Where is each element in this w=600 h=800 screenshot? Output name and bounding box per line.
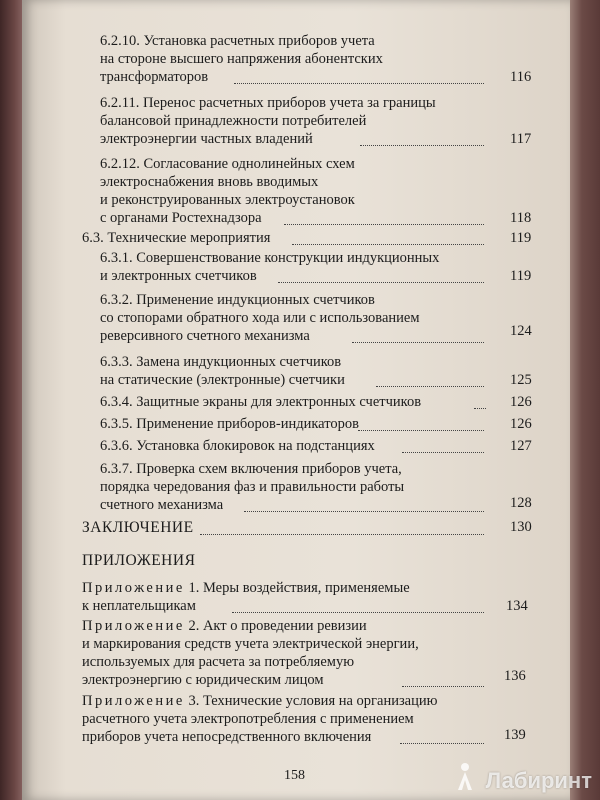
leader-dots (232, 612, 484, 613)
toc-line: порядка чередования фаз и правильности работы (100, 479, 405, 495)
toc-line: реверсивного счетного механизма (100, 328, 310, 344)
leader-dots (352, 342, 484, 343)
leader-dots (278, 282, 484, 283)
toc-line: и маркирования средств учета электрической энергии, (82, 636, 419, 652)
leader-dots (376, 386, 484, 387)
toc-line: и реконструированных электроустановок (100, 192, 355, 208)
page-number: 125 (510, 372, 532, 388)
toc-line: 6.3. Технические мероприятия (82, 230, 271, 246)
toc-line: 6.3.4. Защитные экраны для электронных счетчиков (100, 394, 422, 410)
toc-line: 6.3.1. Совершенствование конструкции индукционных (100, 250, 440, 266)
toc-line: балансовой принадлежности потребителей (100, 113, 367, 129)
leader-dots (358, 430, 484, 431)
page-number: 118 (510, 210, 532, 226)
toc-line: 6.3.6. Установка блокировок на подстанциях (100, 438, 375, 454)
toc-line: со стопорами обратного хода или с использованием (100, 310, 420, 326)
leader-dots (402, 452, 484, 453)
page-number: 119 (510, 230, 532, 246)
toc-line: электроэнергии частных владений (100, 131, 313, 147)
conclusion-heading: ЗАКЛЮЧЕНИЕ (82, 519, 194, 536)
page-number: 126 (510, 394, 532, 410)
toc-line: 6.3.5. Применение приборов-индикаторов (100, 416, 359, 432)
book-cover-edge (570, 0, 600, 800)
book-spine-shadow (0, 0, 24, 800)
appendices-heading: ПРИЛОЖЕНИЯ (82, 552, 196, 569)
page-folio: 158 (284, 768, 305, 783)
page-number: 130 (510, 519, 532, 535)
page-number: 127 (510, 438, 532, 454)
toc-line: счетного механизма (100, 497, 224, 513)
page-number: 124 (510, 323, 532, 339)
toc-line: приборов учета непосредственного включения (82, 729, 372, 745)
toc-line: 6.3.7. Проверка схем включения приборов учета, (100, 461, 402, 477)
toc-line: электроснабжения вновь вводимых (100, 174, 319, 190)
page-number: 134 (506, 598, 528, 614)
toc-line: Приложение 1. Меры воздействия, применяемые (82, 580, 410, 596)
leader-dots (200, 534, 484, 535)
page-number: 128 (510, 495, 532, 511)
toc-line: 6.2.10. Установка расчетных приборов учета (100, 33, 375, 49)
toc-line: с органами Ростехнадзора (100, 210, 262, 226)
leader-dots (234, 83, 484, 84)
book-page (22, 0, 570, 800)
leader-dots (402, 686, 484, 687)
toc-line: 6.2.11. Перенос расчетных приборов учета за границы (100, 95, 436, 111)
leader-dots (244, 511, 484, 512)
toc-line: к неплательщикам (82, 598, 196, 614)
toc-line: Приложение 2. Акт о проведении ревизии (82, 618, 367, 634)
watermark-text: Лабиринт (485, 768, 592, 793)
page-number: 126 (510, 416, 532, 432)
toc-line: Приложение 3. Технические условия на организацию (82, 693, 438, 709)
page-number: 136 (504, 668, 526, 684)
toc-line: электроэнергию с юридическим лицом (82, 672, 324, 688)
leader-dots (284, 224, 484, 225)
toc-line: расчетного учета электропотребления с применением (82, 711, 414, 727)
toc-line: 6.3.2. Применение индукционных счетчиков (100, 292, 375, 308)
toc-line: 6.2.12. Согласование однолинейных схем (100, 156, 355, 172)
leader-dots (474, 408, 486, 409)
page-number: 139 (504, 727, 526, 743)
leader-dots (292, 244, 484, 245)
toc-line: используемых для расчета за потребляемую (82, 654, 355, 670)
page-number: 116 (510, 69, 532, 85)
labirint-logo-icon (452, 762, 478, 792)
page-number: 117 (510, 131, 532, 147)
page-number: 119 (510, 268, 532, 284)
leader-dots (400, 743, 484, 744)
toc-line: трансформаторов (100, 69, 209, 85)
leader-dots (360, 145, 484, 146)
toc-line: на стороне высшего напряжения абонентских (100, 51, 383, 67)
toc-line: на статические (электронные) счетчики (100, 372, 345, 388)
toc-line: 6.3.3. Замена индукционных счетчиков (100, 354, 342, 370)
toc-line: и электронных счетчиков (100, 268, 257, 284)
